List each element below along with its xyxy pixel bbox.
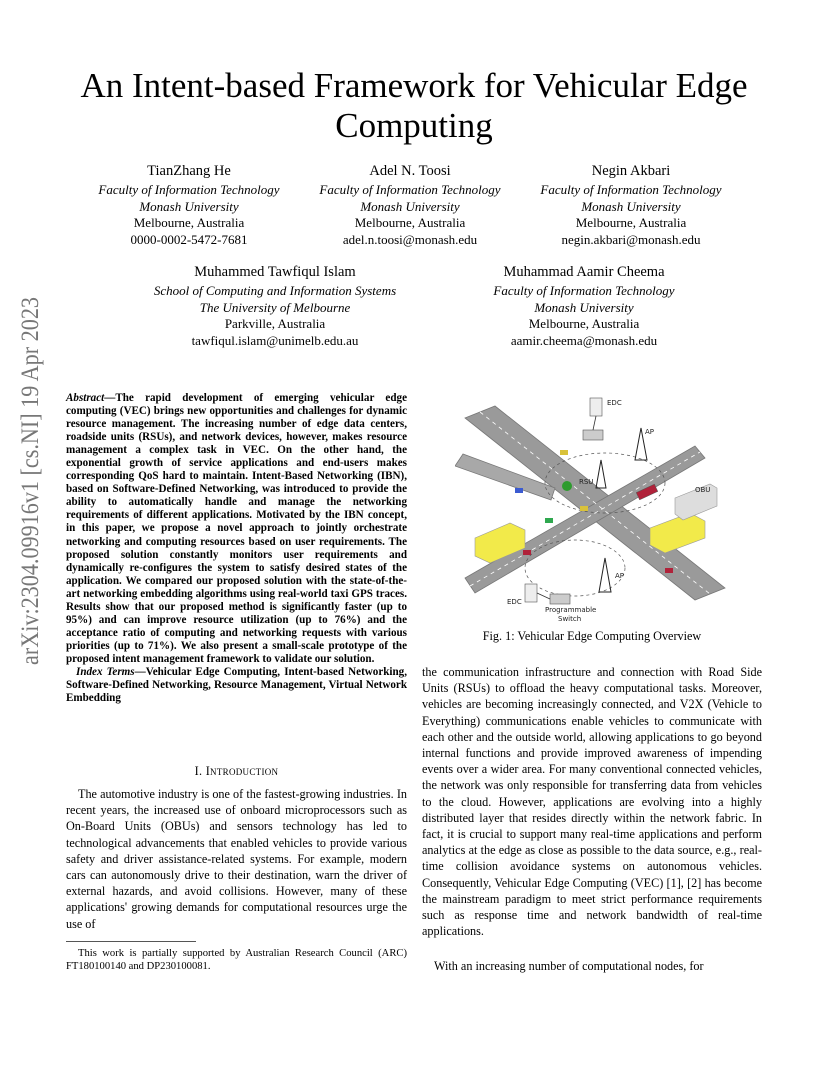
switch-label-line1: Programmable	[545, 606, 597, 614]
ap-bottom-label: AP	[615, 572, 625, 580]
author-affiliation: Faculty of Information Technology	[540, 182, 722, 197]
abstract-paragraph	[66, 392, 407, 666]
switch-link	[537, 593, 550, 599]
right-paragraph-2: With an increasing number of computational nodes, for	[434, 959, 704, 973]
car-icon	[545, 518, 553, 523]
edc-bottom-icon	[525, 584, 537, 602]
vec-overview-diagram	[455, 388, 735, 628]
vec-overview-figure	[455, 388, 735, 628]
author-contact: negin.akbari@monash.edu	[561, 231, 701, 247]
switch-top-icon	[583, 430, 603, 440]
arxiv-text: arXiv:2304.09916v1 [cs.NI] 19 Apr 2023	[17, 290, 44, 665]
author-institution: Monash University	[534, 299, 634, 315]
tree-icon	[562, 481, 572, 491]
paper-title: An Intent-based Framework for Vehicular Edge Computing	[80, 66, 748, 145]
ap-tower-bottom-icon	[599, 558, 611, 592]
switch-bottom-icon	[550, 594, 570, 604]
car-icon	[580, 506, 588, 511]
author-location: Parkville, Australia	[224, 316, 326, 331]
car-icon	[560, 450, 568, 455]
switch-label-line2: Switch	[558, 615, 582, 623]
author-affiliation: Faculty of Information Technology	[319, 182, 501, 197]
author-affiliation: School of Computing and Information Systems	[153, 283, 397, 298]
author-contact: adel.n.toosi@monash.edu	[342, 231, 478, 247]
index-terms-label: Index Terms	[76, 665, 135, 678]
author-name: Adel N. Toosi	[369, 163, 451, 179]
footnote: This work is partially supported by Australian Research Council (ARC) FT180100140 and DP230100081.	[66, 948, 407, 972]
author-name: Muhammed Tawfiqul Islam	[194, 264, 356, 280]
edc-top-icon	[590, 398, 602, 416]
author-affiliation: Faculty of Information Technology	[98, 182, 280, 197]
author-institution: Monash University	[139, 198, 239, 214]
car-icon	[523, 550, 531, 555]
edc-top-label: EDC	[607, 399, 622, 407]
rsu-tower-icon	[596, 460, 606, 488]
author-location: Melbourne, Australia	[528, 316, 640, 331]
figure-caption: Fig. 1: Vehicular Edge Computing Overview	[482, 629, 702, 643]
author-location: Melbourne, Australia	[575, 215, 687, 230]
car-icon	[665, 568, 673, 573]
index-terms	[66, 666, 407, 705]
author-block-akbari	[524, 162, 738, 248]
author-name: Negin Akbari	[591, 163, 671, 179]
section-heading: I. Introduction	[194, 764, 279, 778]
obu-label: OBU	[695, 486, 711, 494]
edc-link	[593, 416, 596, 430]
author-location: Melbourne, Australia	[133, 215, 245, 230]
edc-bottom-label: EDC	[507, 598, 522, 606]
author-location: Melbourne, Australia	[354, 215, 466, 230]
abstract	[66, 392, 407, 705]
author-institution: The University of Melbourne	[199, 299, 351, 315]
author-institution: Monash University	[581, 198, 681, 214]
author-block-islam	[130, 263, 420, 349]
author-block-he	[82, 162, 296, 248]
author-institution: Monash University	[360, 198, 460, 214]
index-terms-text: —Vehicular Edge Computing, Intent-based Networking, Software-Defined Networking, Resource Management, Virtual Network Embedding	[66, 665, 407, 705]
rsu-label: RSU	[579, 478, 594, 486]
author-contact: 0000-0002-5472-7681	[130, 231, 248, 247]
arxiv-identifier	[8, 290, 48, 670]
author-affiliation: Faculty of Information Technology	[493, 283, 675, 298]
intro-paragraph: The automotive industry is one of the fastest-growing industries. In recent years, the increased use of onboard microprocessors such as On-Board Units (OBUs) and sensors technology has led to technological advancements that enabled vehicles to provide various safety and driver assistance-related systems. For example, modern cars can autonomously drive to their destination, warn the driver of external hazards, and avoid collisions. However, many of these applications' growing demands for computational resources urge the use of	[66, 787, 407, 931]
car-icon	[515, 488, 523, 493]
author-name: Muhammad Aamir Cheema	[503, 264, 665, 280]
author-block-toosi	[303, 162, 517, 248]
abstract-text: —The rapid development of emerging vehicular edge computing (VEC) brings new opportunities and challenges for dynamic resource management. The increasing number of edge data centers, roadside units (RSUs), and network devices, however, makes resource management a complex task in VEC. On the other hand, the exponential growth of service applications and end-users makes corresponding QoS hard to maintain. Intent-Based Networking (IBN), based on Software-Defined Networking, was introduced to provide the ability to automatically handle and manage the networking requirements of different applications. Motivated by the IBN concept, in this paper, we propose a novel approach to jointly orchestrate networking and computing resources based on user requirements. The proposed solution constantly monitors user requirements and dynamically re-configures the system to satisfy desired states of the application. We compared our proposed solution with the state-of-the-art networking embedding algorithms using real-world taxi GPS traces. Results show that our proposed method is significantly faster (up to 95%) and can improve resource utilization (up to 76%) and the acceptance ratio of computing and networking requests with various priorities (up to 71%). We also present a small-scale prototype of the proposed intent management framework to validate our solution.	[66, 392, 407, 665]
author-name: TianZhang He	[147, 163, 231, 179]
author-block-cheema	[462, 263, 706, 349]
building-yellow-right	[650, 513, 705, 553]
footnote-divider	[66, 941, 196, 942]
ap-top-label: AP	[645, 428, 655, 436]
author-contact: tawfiqul.islam@unimelb.edu.au	[191, 332, 359, 348]
author-contact: aamir.cheema@monash.edu	[510, 332, 658, 348]
right-paragraph-1: the communication infrastructure and connection with Road Side Units (RSUs) to offload the heavy computational tasks. Moreover, vehicles are becoming increasingly connected, and V2X (Vehicle to Everything) communications enable vehicles to communicate with each other and the outside world, allowing applications to go beyond internal functions and provide improved awareness of impending events over a wider area. For many conventional connected vehicles, the network was only responsible for transferring data from vehicles to the cloud. However, applications are evolving into a highly distributed layer that resides directly within the network fabric. In fact, it is crucial to support many real-time applications and perform analytics at the edge as close as possible to the data source, e.g., real-time collision avoidance systems on autonomous vehicles. Consequently, Vehicular Edge Computing (VEC) [1], [2] has become the mainstream paradigm to meet strict performance requirements such as response time and network bandwidth of real-time applications.	[422, 665, 762, 939]
abstract-label: Abstract	[66, 392, 105, 404]
